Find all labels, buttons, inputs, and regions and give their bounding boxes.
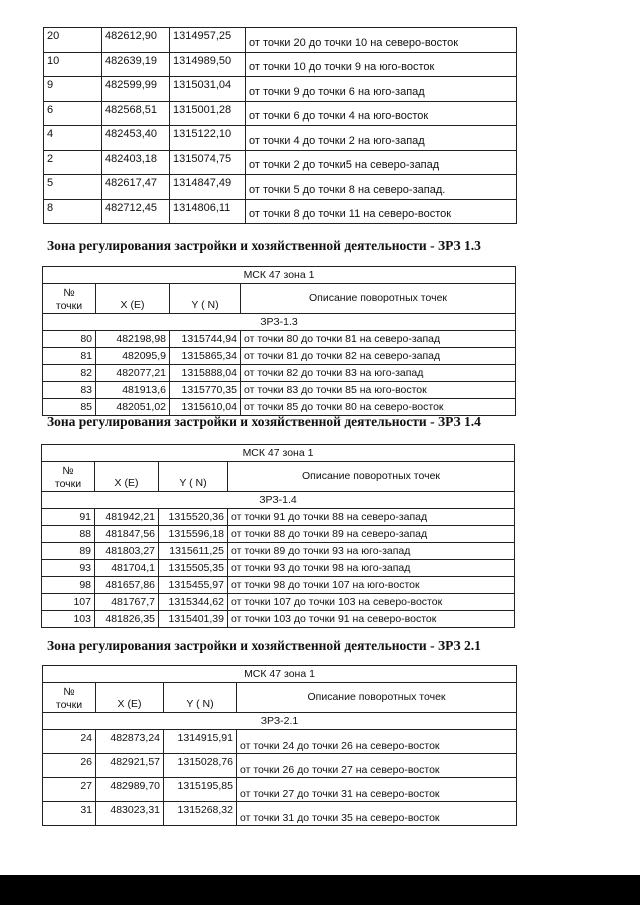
coord-x: 482617,47 (102, 175, 170, 200)
coord-x: 482873,24 (96, 730, 164, 754)
point-description: от точки 82 до точки 83 на юго-запад (241, 365, 516, 382)
zone-14-table (41, 444, 515, 628)
point-number: 31 (43, 802, 96, 826)
table-row (43, 382, 516, 399)
coord-y: 1315268,32 (164, 802, 237, 826)
header-description: Описание поворотных точек (237, 683, 517, 713)
header-tochki: точки (54, 477, 82, 490)
table-row (43, 778, 517, 802)
header-y: Y ( N) (159, 462, 228, 492)
point-number: 81 (43, 348, 96, 365)
table-row (44, 52, 517, 77)
coord-y: 1314847,49 (170, 175, 246, 200)
coord-y: 1315610,04 (170, 399, 241, 416)
table-row (42, 594, 515, 611)
table-row (44, 77, 517, 102)
header-point-number (43, 284, 96, 314)
table-row (42, 560, 515, 577)
point-number: 88 (42, 526, 95, 543)
zone-code: ЗРЗ-2.1 (43, 713, 517, 730)
coord-y: 1315401,39 (159, 611, 228, 628)
coord-y: 1314989,50 (170, 52, 246, 77)
point-description: от точки 2 до точки5 на северо-запад (246, 150, 517, 175)
point-description: от точки 107 до точки 103 на северо-восток (228, 594, 515, 611)
coord-x: 482568,51 (102, 101, 170, 126)
coord-y: 1315031,04 (170, 77, 246, 102)
coord-x: 482095,9 (96, 348, 170, 365)
point-description: от точки 93 до точки 98 на юго-запад (228, 560, 515, 577)
coord-y: 1315074,75 (170, 150, 246, 175)
point-description: от точки 31 до точки 35 на северо-восток (237, 802, 517, 826)
coord-y: 1315596,18 (159, 526, 228, 543)
point-description: от точки 103 до точки 91 на северо-восток (228, 611, 515, 628)
coord-y: 1315744,94 (170, 331, 241, 348)
coord-y: 1315001,28 (170, 101, 246, 126)
table-row (44, 28, 517, 53)
table-row (42, 611, 515, 628)
table-row (43, 399, 516, 416)
zone-code-row (42, 492, 515, 509)
point-description: от точки 27 до точки 31 на северо-восток (237, 778, 517, 802)
table-row (42, 543, 515, 560)
coord-x: 481847,56 (95, 526, 159, 543)
coord-x: 481913,6 (96, 382, 170, 399)
point-description: от точки 80 до точки 81 на северо-запад (241, 331, 516, 348)
zone-code-row (43, 713, 517, 730)
table-row (43, 331, 516, 348)
coord-x: 482403,18 (102, 150, 170, 175)
point-description: от точки 83 до точки 85 на юго-восток (241, 382, 516, 399)
coord-y: 1315455,97 (159, 577, 228, 594)
coord-x: 483023,31 (96, 802, 164, 826)
coord-x: 482453,40 (102, 126, 170, 151)
coord-x: 482051,02 (96, 399, 170, 416)
point-number: 6 (44, 101, 102, 126)
msk-header-row (43, 666, 517, 683)
point-number: 82 (43, 365, 96, 382)
point-description: от точки 26 до точки 27 на северо-восток (237, 754, 517, 778)
point-number: 10 (44, 52, 102, 77)
header-tochki: точки (55, 299, 83, 312)
coord-x: 481657,86 (95, 577, 159, 594)
point-description: от точки 4 до точки 2 на юго-запад (246, 126, 517, 151)
zone-14-heading: Зона регулирования застройки и хозяйственной деятельности - ЗРЗ 1.4 (47, 414, 481, 429)
header-point-number (42, 462, 95, 492)
table-row (44, 199, 517, 224)
coord-y: 1315505,35 (159, 560, 228, 577)
point-description: от точки 89 до точки 93 на юго-запад (228, 543, 515, 560)
coord-x: 481767,7 (95, 594, 159, 611)
point-description: от точки 10 до точки 9 на юго-восток (246, 52, 517, 77)
point-number: 5 (44, 175, 102, 200)
zone-13-table (42, 266, 516, 416)
header-tochki: точки (55, 698, 83, 711)
msk-label: МСК 47 зона 1 (42, 445, 515, 462)
zone-code: ЗРЗ-1.4 (42, 492, 515, 509)
point-number: 4 (44, 126, 102, 151)
coord-y: 1315344,62 (159, 594, 228, 611)
coord-y: 1314915,91 (164, 730, 237, 754)
zone-code-row (43, 314, 516, 331)
point-description: от точки 5 до точки 8 на северо-запад. (246, 175, 517, 200)
header-no: № (63, 686, 75, 698)
point-number: 91 (42, 509, 95, 526)
coord-y: 1315611,25 (159, 543, 228, 560)
point-number: 103 (42, 611, 95, 628)
header-point-number (43, 683, 96, 713)
point-description: от точки 85 до точки 80 на северо-восток (241, 399, 516, 416)
coord-y: 1315865,34 (170, 348, 241, 365)
table-row (43, 754, 517, 778)
scan-bottom-edge (0, 875, 640, 905)
point-number: 107 (42, 594, 95, 611)
point-number: 9 (44, 77, 102, 102)
header-description: Описание поворотных точек (241, 284, 516, 314)
zone-21-heading: Зона регулирования застройки и хозяйственной деятельности - ЗРЗ 2.1 (47, 638, 481, 653)
coord-y: 1315195,85 (164, 778, 237, 802)
table-row (42, 509, 515, 526)
coord-x: 482198,98 (96, 331, 170, 348)
table-row (44, 175, 517, 200)
header-description: Описание поворотных точек (228, 462, 515, 492)
header-no: № (62, 465, 74, 477)
header-x: X (E) (96, 683, 164, 713)
coord-x: 482712,45 (102, 199, 170, 224)
point-description: от точки 91 до точки 88 на северо-запад (228, 509, 515, 526)
header-x: X (E) (96, 284, 170, 314)
point-number: 20 (44, 28, 102, 53)
coordinates-table-continued (43, 27, 517, 224)
coord-x: 482599,99 (102, 77, 170, 102)
coord-x: 482989,70 (96, 778, 164, 802)
msk-label: МСК 47 зона 1 (43, 267, 516, 284)
table-row (43, 365, 516, 382)
coord-x: 482921,57 (96, 754, 164, 778)
column-header-row (43, 683, 517, 713)
table-row (43, 730, 517, 754)
point-number: 80 (43, 331, 96, 348)
point-description: от точки 24 до точки 26 на северо-восток (237, 730, 517, 754)
coord-x: 481803,27 (95, 543, 159, 560)
coord-y: 1315888,04 (170, 365, 241, 382)
msk-header-row (42, 445, 515, 462)
point-description: от точки 8 до точки 11 на северо-восток (246, 199, 517, 224)
table-row (42, 526, 515, 543)
zone-21-table (42, 665, 517, 826)
table-row (43, 802, 517, 826)
point-number: 83 (43, 382, 96, 399)
point-description: от точки 9 до точки 6 на юго-запад (246, 77, 517, 102)
table-row (44, 126, 517, 151)
column-header-row (43, 284, 516, 314)
point-description: от точки 6 до точки 4 на юго-восток (246, 101, 517, 126)
coord-x: 481942,21 (95, 509, 159, 526)
msk-label: МСК 47 зона 1 (43, 666, 517, 683)
point-number: 26 (43, 754, 96, 778)
table-row (44, 101, 517, 126)
table-row (43, 348, 516, 365)
point-number: 8 (44, 199, 102, 224)
point-number: 93 (42, 560, 95, 577)
header-y: Y ( N) (164, 683, 237, 713)
point-number: 98 (42, 577, 95, 594)
coord-x: 481826,35 (95, 611, 159, 628)
header-x: X (E) (95, 462, 159, 492)
point-number: 27 (43, 778, 96, 802)
coord-y: 1315028,76 (164, 754, 237, 778)
table-row (44, 150, 517, 175)
column-header-row (42, 462, 515, 492)
header-y: Y ( N) (170, 284, 241, 314)
header-no: № (63, 287, 75, 299)
coord-y: 1314806,11 (170, 199, 246, 224)
point-number: 24 (43, 730, 96, 754)
coord-x: 482639,19 (102, 52, 170, 77)
point-description: от точки 20 до точки 10 на северо-восток (246, 28, 517, 53)
msk-header-row (43, 267, 516, 284)
point-number: 2 (44, 150, 102, 175)
coord-y: 1315122,10 (170, 126, 246, 151)
table-row (42, 577, 515, 594)
coord-x: 482612,90 (102, 28, 170, 53)
coord-x: 482077,21 (96, 365, 170, 382)
coord-y: 1315520,36 (159, 509, 228, 526)
point-description: от точки 88 до точки 89 на северо-запад (228, 526, 515, 543)
coord-x: 481704,1 (95, 560, 159, 577)
coord-y: 1315770,35 (170, 382, 241, 399)
point-number: 85 (43, 399, 96, 416)
coord-y: 1314957,25 (170, 28, 246, 53)
point-number: 89 (42, 543, 95, 560)
point-description: от точки 98 до точки 107 на юго-восток (228, 577, 515, 594)
zone-13-heading: Зона регулирования застройки и хозяйственной деятельности - ЗРЗ 1.3 (47, 238, 481, 253)
zone-code: ЗРЗ-1.3 (43, 314, 516, 331)
point-description: от точки 81 до точки 82 на северо-запад (241, 348, 516, 365)
